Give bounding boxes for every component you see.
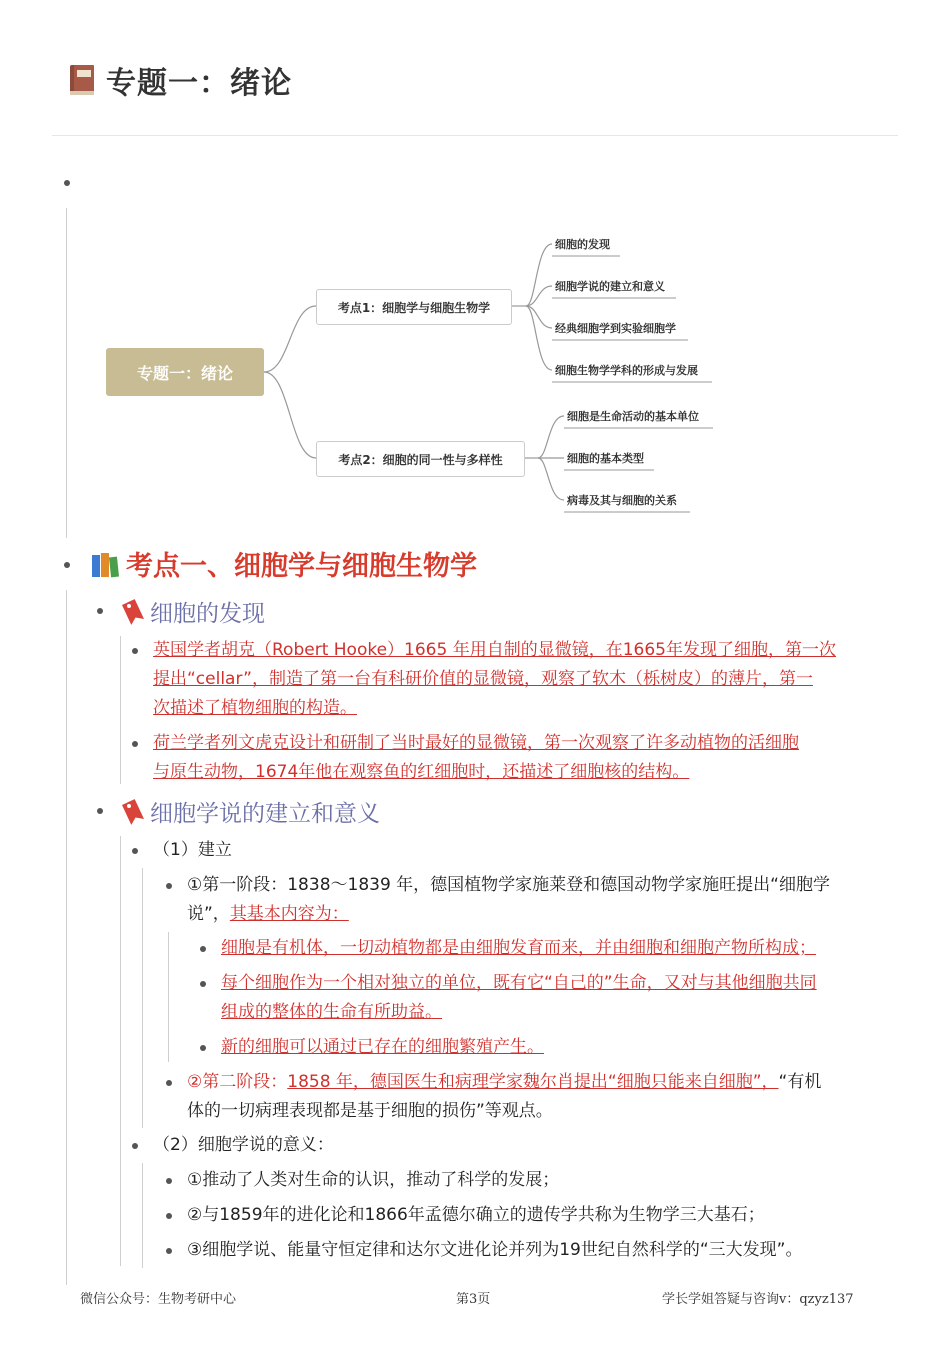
outline-bullet bbox=[64, 562, 70, 568]
text-line: 组成的整体的生命有所助益。 bbox=[221, 1002, 442, 1022]
content-item: 新的细胞可以通过已存在的细胞繁殖产生。 bbox=[221, 1037, 544, 1057]
mindmap-leaf: 细胞的基本类型 bbox=[567, 452, 644, 465]
mindmap-root: 专题一：绪论 bbox=[106, 348, 264, 396]
list-bullet bbox=[166, 1080, 172, 1086]
outline-guide bbox=[66, 590, 67, 1285]
page-title: 专题一：绪论 bbox=[106, 66, 292, 101]
paragraph-hooke bbox=[153, 636, 836, 723]
outline-bullet bbox=[97, 608, 103, 614]
outline-guide bbox=[120, 836, 121, 1266]
books-icon bbox=[90, 549, 120, 579]
content-item: 细胞是有机体，一切动植物都是由细胞发育而来，并由细胞和细胞产物所构成； bbox=[221, 938, 816, 958]
mindmap-branch-1: 考点1：细胞学与细胞生物学 bbox=[316, 289, 512, 325]
footer-right: 学长学姐答疑与咨询v：qzyz137 bbox=[662, 1292, 854, 1307]
list-bullet bbox=[200, 981, 206, 987]
footer-page-number: 第3页 bbox=[456, 1292, 491, 1307]
text-line: 提出“cellar”，制造了第一台有科研价值的显微镜，观察了软木（栎树皮）的薄片，第一 bbox=[153, 669, 813, 689]
text-line: 每个细胞作为一个相对独立的单位，既有它“自己的”生命，又对与其他细胞共同 bbox=[221, 973, 817, 993]
bookmark-icon bbox=[120, 599, 144, 625]
section-heading bbox=[90, 544, 477, 583]
text-line: 次描述了植物细胞的构造。 bbox=[153, 698, 357, 718]
text-line: 荷兰学者列文虎克设计和研制了当时最好的显微镜，第一次观察了许多动植物的活细胞 bbox=[153, 733, 799, 753]
outline-guide bbox=[142, 1163, 143, 1268]
meaning-item: ②与1859年的进化论和1866年孟德尔确立的遗传学共称为生物学三大基石； bbox=[187, 1205, 765, 1225]
mindmap-branch-2: 考点2：细胞的同一性与多样性 bbox=[316, 441, 525, 477]
bookmark-icon bbox=[120, 799, 144, 825]
text-line: 与原生动物，1674年他在观察鱼的红细胞时，还描述了细胞核的结构。 bbox=[153, 762, 690, 782]
list-bullet bbox=[200, 1045, 206, 1051]
text-span: “有机 bbox=[778, 1072, 822, 1092]
meaning-label: （2）细胞学说的意义： bbox=[153, 1135, 334, 1155]
list-bullet bbox=[166, 1213, 172, 1219]
outline-guide bbox=[168, 932, 169, 1062]
text-line bbox=[187, 900, 830, 929]
text-line: 英国学者胡克（Robert Hooke）1665 年用自制的显微镜，在1665年发现了细胞，第一次 bbox=[153, 640, 836, 660]
paragraph-leeuwenhoek bbox=[153, 729, 799, 787]
outline-guide bbox=[120, 636, 121, 784]
subsection-heading-text: 细胞学说的建立和意义 bbox=[150, 801, 380, 827]
outline-bullet bbox=[97, 808, 103, 814]
establish-label: （1）建立 bbox=[153, 840, 232, 860]
text-span-highlight: 其基本内容为： bbox=[229, 904, 349, 924]
text-line bbox=[187, 1068, 821, 1097]
list-bullet bbox=[132, 648, 138, 654]
meaning-item: ③细胞学说、能量守恒定律和达尔文进化论并列为19世纪自然科学的“三大发现”。 bbox=[187, 1240, 803, 1260]
subsection-heading bbox=[120, 795, 380, 828]
list-bullet bbox=[166, 883, 172, 889]
text-line: 体的一切病理表现都是基于细胞的损伤”等观点。 bbox=[187, 1101, 553, 1121]
mindmap-leaf: 经典细胞学到实验细胞学 bbox=[555, 322, 676, 335]
meaning-item: ①推动了人类对生命的认识，推动了科学的发展； bbox=[187, 1170, 560, 1190]
subsection-heading bbox=[120, 595, 265, 628]
content-item bbox=[221, 969, 817, 1027]
list-bullet bbox=[200, 946, 206, 952]
section-heading-text: 考点一、细胞学与细胞生物学 bbox=[126, 551, 477, 582]
list-bullet bbox=[132, 1143, 138, 1149]
stage1-paragraph bbox=[187, 871, 830, 929]
mindmap-leaf: 细胞的发现 bbox=[555, 238, 610, 251]
text-span-highlight: 1858 年，德国医生和病理学家魏尔肖提出“细胞只能来自细胞”， bbox=[287, 1072, 779, 1092]
list-bullet bbox=[166, 1248, 172, 1254]
footer-left: 微信公众号：生物考研中心 bbox=[80, 1292, 237, 1307]
list-bullet bbox=[132, 848, 138, 854]
mindmap-leaf: 细胞生物学学科的形成与发展 bbox=[555, 364, 698, 377]
text-span: 说”， bbox=[187, 904, 230, 924]
mindmap-leaf: 细胞是生命活动的基本单位 bbox=[567, 410, 699, 423]
text-line: ①第一阶段：1838～1839 年，德国植物学家施莱登和德国动物学家施旺提出“细胞学 bbox=[187, 875, 830, 895]
text-span-label: ②第二阶段： bbox=[187, 1072, 288, 1092]
subsection-heading-text: 细胞的发现 bbox=[150, 601, 265, 627]
list-bullet bbox=[166, 1178, 172, 1184]
outline-guide bbox=[142, 868, 143, 1128]
stage2-paragraph bbox=[187, 1068, 821, 1126]
list-bullet bbox=[132, 741, 138, 747]
mindmap-leaf: 细胞学说的建立和意义 bbox=[555, 280, 665, 293]
mindmap-leaf: 病毒及其与细胞的关系 bbox=[567, 494, 677, 507]
